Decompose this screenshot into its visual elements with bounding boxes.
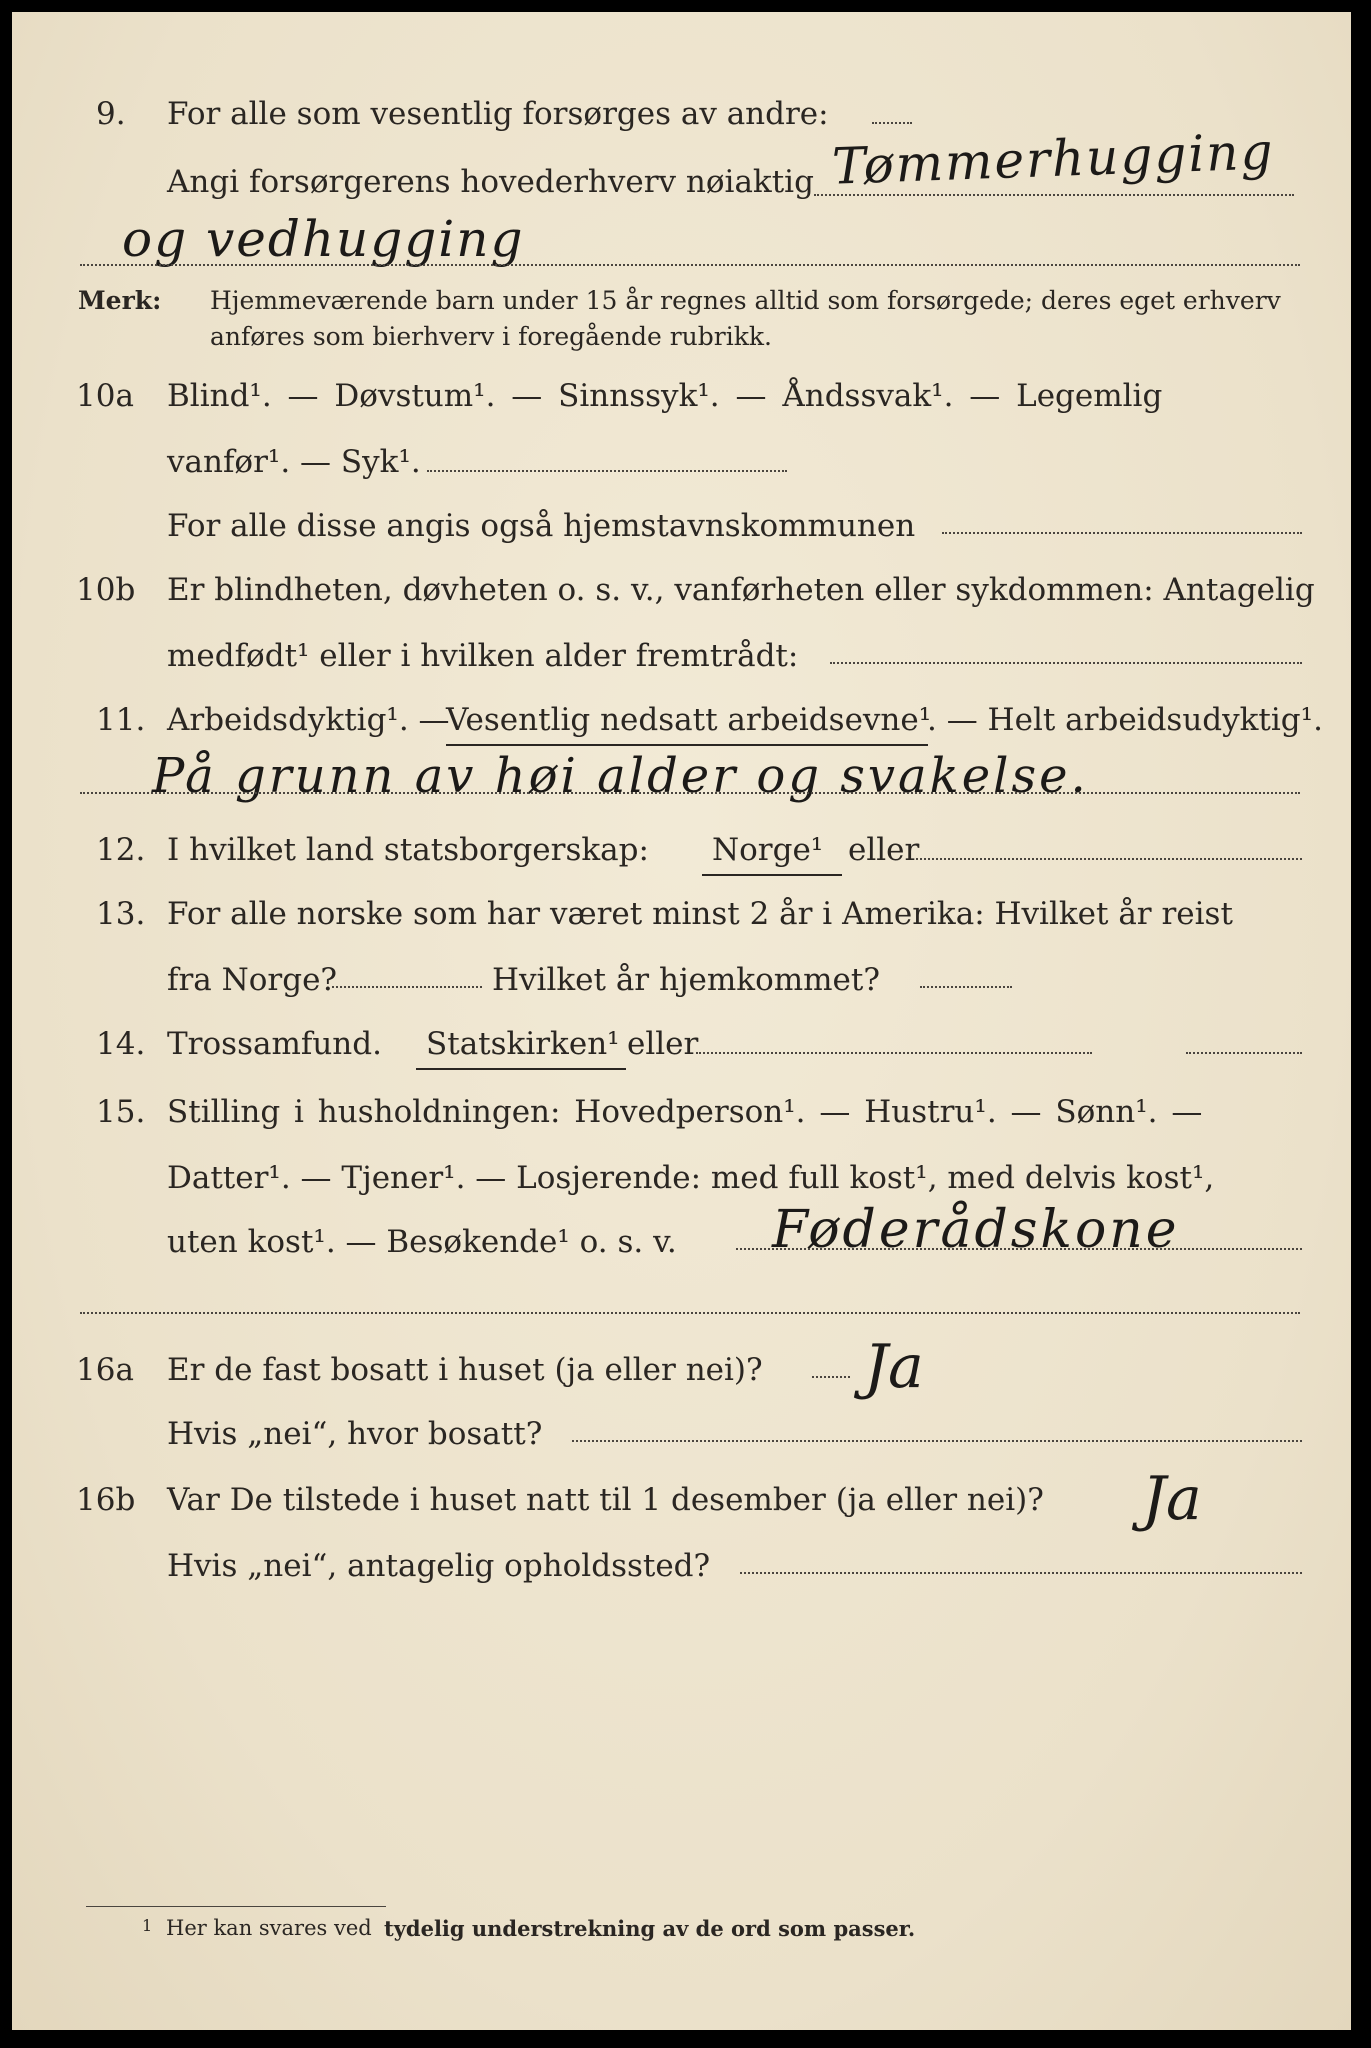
q11-part2: Vesentlig nedsatt arbeidsevne¹ xyxy=(446,702,932,738)
footnote-text-bold: tydelig understrekning av de ord som passer. xyxy=(384,1916,916,1941)
q16a-dotline2 xyxy=(572,1440,1302,1442)
q12-number: 12. xyxy=(96,832,146,868)
q13-dotline1 xyxy=(332,986,482,988)
q9-merk-line1: Hjemmeværende barn under 15 år regnes alltid som forsørgede; deres eget erhverv xyxy=(210,286,1281,315)
q9-merk-label: Merk: xyxy=(78,286,162,315)
q10b-line1: Er blindheten, døvheten o. s. v., vanførheten eller sykdommen: Antagelig xyxy=(167,572,1315,608)
q10a-line1: Blind¹. — Døvstum¹. — Sinnssyk¹. — Åndssvak¹. — Legemlig xyxy=(167,378,1163,414)
q9-dotline2 xyxy=(814,194,1294,196)
q9-dotline3 xyxy=(80,264,1300,266)
q15-line3: uten kost¹. — Besøkende¹ o. s. v. xyxy=(167,1224,677,1260)
q16b-number: 16b xyxy=(76,1482,136,1518)
q13-number: 13. xyxy=(96,896,146,932)
q14-number: 14. xyxy=(96,1026,146,1062)
q11-part3: . — Helt arbeidsudyktig¹. xyxy=(927,702,1323,738)
q10b-dotline xyxy=(830,662,1302,664)
footnote-separator xyxy=(86,1906,386,1907)
q10a-dotline1 xyxy=(427,470,787,472)
q10a-line3: For alle disse angis også hjemstavnskommunen xyxy=(167,508,916,544)
q16a-line2: Hvis „nei“, hvor bosatt? xyxy=(167,1416,543,1452)
q15-dotline1 xyxy=(736,1248,1302,1250)
q14-underline xyxy=(416,1068,626,1070)
q12-part2: Norge¹ xyxy=(712,832,824,868)
q16b-line2: Hvis „nei“, antagelig opholdssted? xyxy=(167,1548,711,1584)
q16a-handwritten-answer: Ja xyxy=(864,1332,924,1402)
q10b-line2: medfødt¹ eller i hvilken alder fremtrådt: xyxy=(167,638,799,674)
q9-merk-line2: anføres som bierhverv i foregående rubrikk. xyxy=(210,322,772,351)
q16b-dotline xyxy=(740,1572,1302,1574)
q14-dotline2 xyxy=(1186,1052,1302,1054)
q14-part3: eller xyxy=(627,1026,699,1062)
q12-dotline xyxy=(916,858,1302,860)
q16a-dotline1 xyxy=(812,1376,850,1378)
q9-number: 9. xyxy=(96,96,126,132)
q15-number: 15. xyxy=(96,1094,146,1130)
q11-handwritten-answer: På grunn av høi alder og svakelse. xyxy=(152,748,1089,804)
q10a-number: 10a xyxy=(76,378,134,414)
q13-dotline2 xyxy=(920,986,1012,988)
census-form-page xyxy=(12,12,1351,2030)
q15-line2: Datter¹. — Tjener¹. — Losjerende: med full kost¹, med delvis kost¹, xyxy=(167,1160,1215,1196)
q12-part3: eller xyxy=(848,832,920,868)
q16a-line1: Er de fast bosatt i huset (ja eller nei)? xyxy=(167,1352,763,1388)
q14-part1: Trossamfund. xyxy=(167,1026,382,1062)
footnote-text-plain: Her kan svares ved xyxy=(166,1916,372,1940)
q13-line2b: Hvilket år hjemkommet? xyxy=(492,962,880,998)
q9-dotline1 xyxy=(872,122,912,124)
q11-part1: Arbeidsdyktig¹. — xyxy=(167,702,450,738)
q13-line2a: fra Norge? xyxy=(167,962,338,998)
footnote-mark: 1 xyxy=(142,1916,153,1935)
q16b-handwritten-answer: Ja xyxy=(1142,1464,1202,1534)
q12-part1: I hvilket land statsborgerskap: xyxy=(167,832,649,868)
q11-dotline xyxy=(80,792,1300,794)
q9-line2: Angi forsørgerens hovederhverv nøiaktig xyxy=(167,164,814,200)
q16b-line1: Var De tilstede i huset natt til 1 desember (ja eller nei)? xyxy=(167,1482,1044,1518)
q15-line1: Stilling i husholdningen: Hovedperson¹. — Hustru¹. — Sønn¹. — xyxy=(167,1094,1203,1130)
q11-underline xyxy=(446,744,928,746)
q15-dotline2 xyxy=(80,1312,1300,1314)
q9-handwritten-answer1: Tømmerhugging xyxy=(831,122,1276,196)
q13-line1: For alle norske som har været minst 2 år i Amerika: Hvilket år reist xyxy=(167,896,1233,932)
q15-handwritten-answer: Føderådskone xyxy=(772,1200,1180,1260)
q14-part2: Statskirken¹ xyxy=(426,1026,620,1062)
q14-dotline1 xyxy=(696,1052,1092,1054)
q16a-number: 16a xyxy=(76,1352,134,1388)
q11-number: 11. xyxy=(96,702,146,738)
q10a-line2: vanfør¹. — Syk¹. xyxy=(167,444,421,480)
q10b-number: 10b xyxy=(76,572,136,608)
q9-line1: For alle som vesentlig forsørges av andre: xyxy=(167,96,829,132)
q10a-dotline2 xyxy=(942,532,1302,534)
q9-handwritten-answer2: og vedhugging xyxy=(122,210,525,268)
q12-underline xyxy=(702,874,842,876)
